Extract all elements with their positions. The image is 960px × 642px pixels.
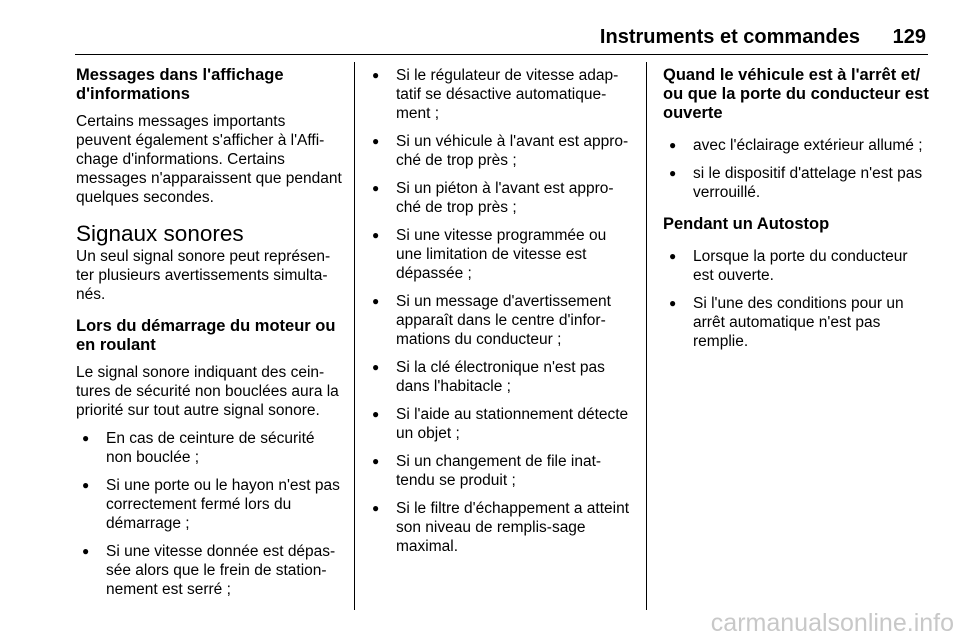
list-item: ● Si une vitesse programmée ou une limitation de vitesse est dépassée ; <box>366 226 634 283</box>
header-rule <box>75 54 928 55</box>
heading-signaux-sonores: Signaux sonores <box>76 221 244 246</box>
column-divider-1 <box>354 62 355 610</box>
list-item: ● Lorsque la porte du conducteur est ouverte. <box>663 247 929 285</box>
list-item: ● Si un piéton à l'avant est appro-ché de trop près ; <box>366 179 634 217</box>
list-autostop <box>663 247 929 351</box>
list-item: ● Si un message d'avertissement apparaît dans le centre d'infor-mations du conducteur ; <box>366 292 634 349</box>
list-item: ● avec l'éclairage extérieur allumé ; <box>663 136 929 155</box>
list-item: ● Si une porte ou le hayon n'est pas correctement fermé lors du démarrage ; <box>76 476 344 533</box>
list-item: ● si le dispositif d'attelage n'est pas verrouillé. <box>663 164 929 202</box>
list-item: ● Si un véhicule à l'avant est appro-ché de trop près ; <box>366 132 634 170</box>
heading-arret: Quand le véhicule est à l'arrêt et/ ou que la porte du conducteur est ouverte <box>663 66 929 122</box>
paragraph-messages: Certains messages importants peuvent également s'afficher à l'Affi-chage d'informations. Certains messages n'apparaissent que pendant quelques secondes. <box>76 113 342 206</box>
running-header-title: Instruments et commandes <box>599 26 860 48</box>
list-item: ● Si l'une des conditions pour un arrêt automatique n'est pas remplie. <box>663 294 929 351</box>
list-item: ● Si le filtre d'échappement a atteint son niveau de remplis-sage maximal. <box>366 499 634 556</box>
watermark-text: carmanualsonline.info <box>710 609 954 637</box>
list-item: ● Si une vitesse donnée est dépas-sée alors que le frein de station-nement est serré ; <box>76 542 344 599</box>
column-3 <box>663 66 929 360</box>
list-item: ● Si un changement de file inat-tendu se produit ; <box>366 452 634 490</box>
paragraph-demarrage: Le signal sonore indiquant des cein-tures de sécurité non bouclées aura la priorité sur tout autre signal sonore. <box>76 364 339 419</box>
heading-messages: Messages dans l'affichage d'informations <box>76 66 284 103</box>
heading-autostop: Pendant un Autostop <box>663 215 830 233</box>
list-conditions <box>366 66 634 556</box>
list-arret <box>663 136 929 202</box>
column-1 <box>76 66 344 608</box>
column-divider-2 <box>646 62 647 610</box>
list-item: ● Si la clé électronique n'est pas dans l'habitacle ; <box>366 358 634 396</box>
paragraph-signaux: Un seul signal sonore peut représen-ter plusieurs avertissements simulta-nés. <box>76 248 331 303</box>
page-number: 129 <box>892 26 926 48</box>
column-2 <box>366 66 634 565</box>
list-item: ● Si l'aide au stationnement détecte un objet ; <box>366 405 634 443</box>
heading-demarrage: Lors du démarrage du moteur ou en roulant <box>76 317 336 354</box>
list-demarrage <box>76 429 344 599</box>
list-item: ● Si le régulateur de vitesse adap-tatif se désactive automatique-ment ; <box>366 66 634 123</box>
list-item: ● En cas de ceinture de sécurité non bouclée ; <box>76 429 344 467</box>
